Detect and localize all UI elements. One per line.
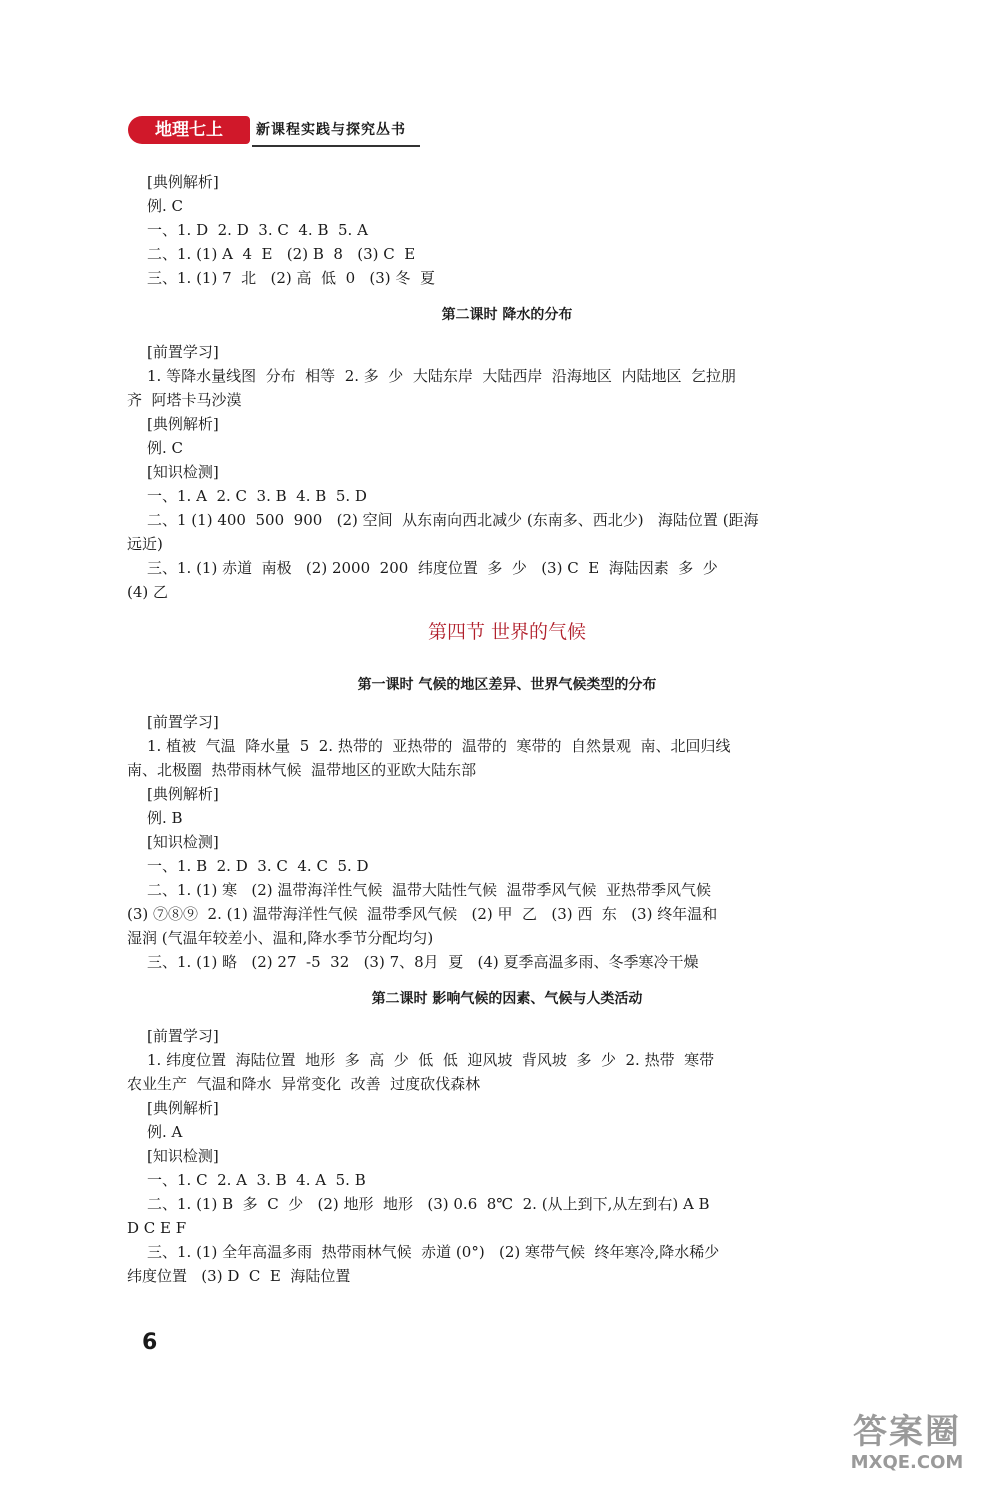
answer-line: 例. B — [147, 809, 183, 827]
answer-line: 1. 纬度位置 海陆位置 地形 多 高 少 低 低 迎风坡 背风坡 多 少 2. 热带 寒带 — [147, 1051, 715, 1069]
answer-line: 三、1. (1) 略 (2) 27 -5 32 (3) 7、8月 夏 (4) 夏季高温多雨、冬季寒冷干燥 — [147, 953, 699, 971]
answer-line: 一、1. A 2. C 3. B 4. B 5. D — [147, 487, 367, 505]
label-example-analysis: [典例解析] — [147, 1099, 219, 1117]
label-pre-study: [前置学习] — [147, 713, 219, 731]
label-knowledge-check: [知识检测] — [147, 1147, 219, 1165]
answer-line: 三、1. (1) 赤道 南极 (2) 2000 200 纬度位置 多 少 (3) C E 海陆因素 多 少 — [147, 559, 718, 577]
answer-line: 齐 阿塔卡马沙漠 — [127, 391, 242, 409]
answer-line: 远近) — [127, 535, 163, 553]
answer-line: 1. 等降水量线图 分布 相等 2. 多 少 大陆东岸 大陆西岸 沿海地区 内陆地区 乞拉朋 — [147, 367, 736, 385]
series-title: 新课程实践与探究丛书 — [256, 122, 406, 138]
label-pre-study: [前置学习] — [147, 1027, 219, 1045]
label-example-analysis: [典例解析] — [147, 173, 219, 191]
watermark-url: MXQE.COM — [850, 1452, 964, 1473]
answer-line: 例. A — [147, 1123, 183, 1141]
answer-line: 1. 植被 气温 降水量 5 2. 热带的 亚热带的 温带的 寒带的 自然景观 南、北回归线 — [147, 737, 731, 755]
answer-line: 南、北极圈 热带雨林气候 温带地区的亚欧大陆东部 — [127, 761, 477, 779]
page-header — [128, 114, 420, 146]
subject-badge: 地理七上 — [128, 116, 250, 144]
header-rule — [252, 145, 420, 147]
answer-content — [127, 170, 887, 1288]
answer-line: D C E F — [127, 1219, 187, 1237]
label-example-analysis: [典例解析] — [147, 415, 219, 433]
lesson-title: 第二课时 降水的分布 — [441, 307, 573, 323]
answer-line: 例. C — [147, 439, 184, 457]
section-title: 第四节 世界的气候 — [427, 621, 587, 643]
answer-line: (4) 乙 — [127, 583, 169, 601]
answer-line: 一、1. D 2. D 3. C 4. B 5. A — [147, 221, 368, 239]
answer-line: 一、1. B 2. D 3. C 4. C 5. D — [147, 857, 369, 875]
label-knowledge-check: [知识检测] — [147, 833, 219, 851]
answer-line: 三、1. (1) 7 北 (2) 高 低 0 (3) 冬 夏 — [147, 269, 435, 287]
lesson-title: 第一课时 气候的地区差异、世界气候类型的分布 — [357, 677, 657, 693]
lesson-title: 第二课时 影响气候的因素、气候与人类活动 — [371, 991, 643, 1007]
answer-line: 三、1. (1) 全年高温多雨 热带雨林气候 赤道 (0°) (2) 寒带气候 终年寒冷,降水稀少 — [147, 1243, 720, 1261]
answer-line: 一、1. C 2. A 3. B 4. A 5. B — [147, 1171, 366, 1189]
answer-line: 农业生产 气温和降水 异常变化 改善 过度砍伐森林 — [127, 1075, 481, 1093]
answer-line: 纬度位置 (3) D C E 海陆位置 — [127, 1267, 351, 1285]
answer-line: 二、1 (1) 400 500 900 (2) 空间 从东南向西北减少 (东南多、西北少) 海陆位置 (距海 — [147, 511, 759, 529]
watermark-logo-text: 答案圈 — [853, 1412, 961, 1452]
answer-line: 二、1. (1) B 多 C 少 (2) 地形 地形 (3) 0.6 8℃ 2. (从上到下,从左到右) A B — [147, 1195, 710, 1213]
label-pre-study: [前置学习] — [147, 343, 219, 361]
label-knowledge-check: [知识检测] — [147, 463, 219, 481]
answer-line: 例. C — [147, 197, 184, 215]
answer-line: 二、1. (1) A 4 E (2) B 8 (3) C E — [147, 245, 416, 263]
label-example-analysis: [典例解析] — [147, 785, 219, 803]
answer-line: (3) ⑦⑧⑨ 2. (1) 温带海洋性气候 温带季风气候 (2) 甲 乙 (3) 西 东 (3) 终年温和 — [127, 905, 718, 923]
page-number: 6 — [142, 1330, 158, 1355]
answer-line: 二、1. (1) 寒 (2) 温带海洋性气候 温带大陆性气候 温带季风气候 亚热带季风气候 — [147, 881, 712, 899]
watermark-logo — [822, 1412, 992, 1482]
answer-line: 湿润 (气温年较差小、温和,降水季节分配均匀) — [127, 929, 434, 947]
